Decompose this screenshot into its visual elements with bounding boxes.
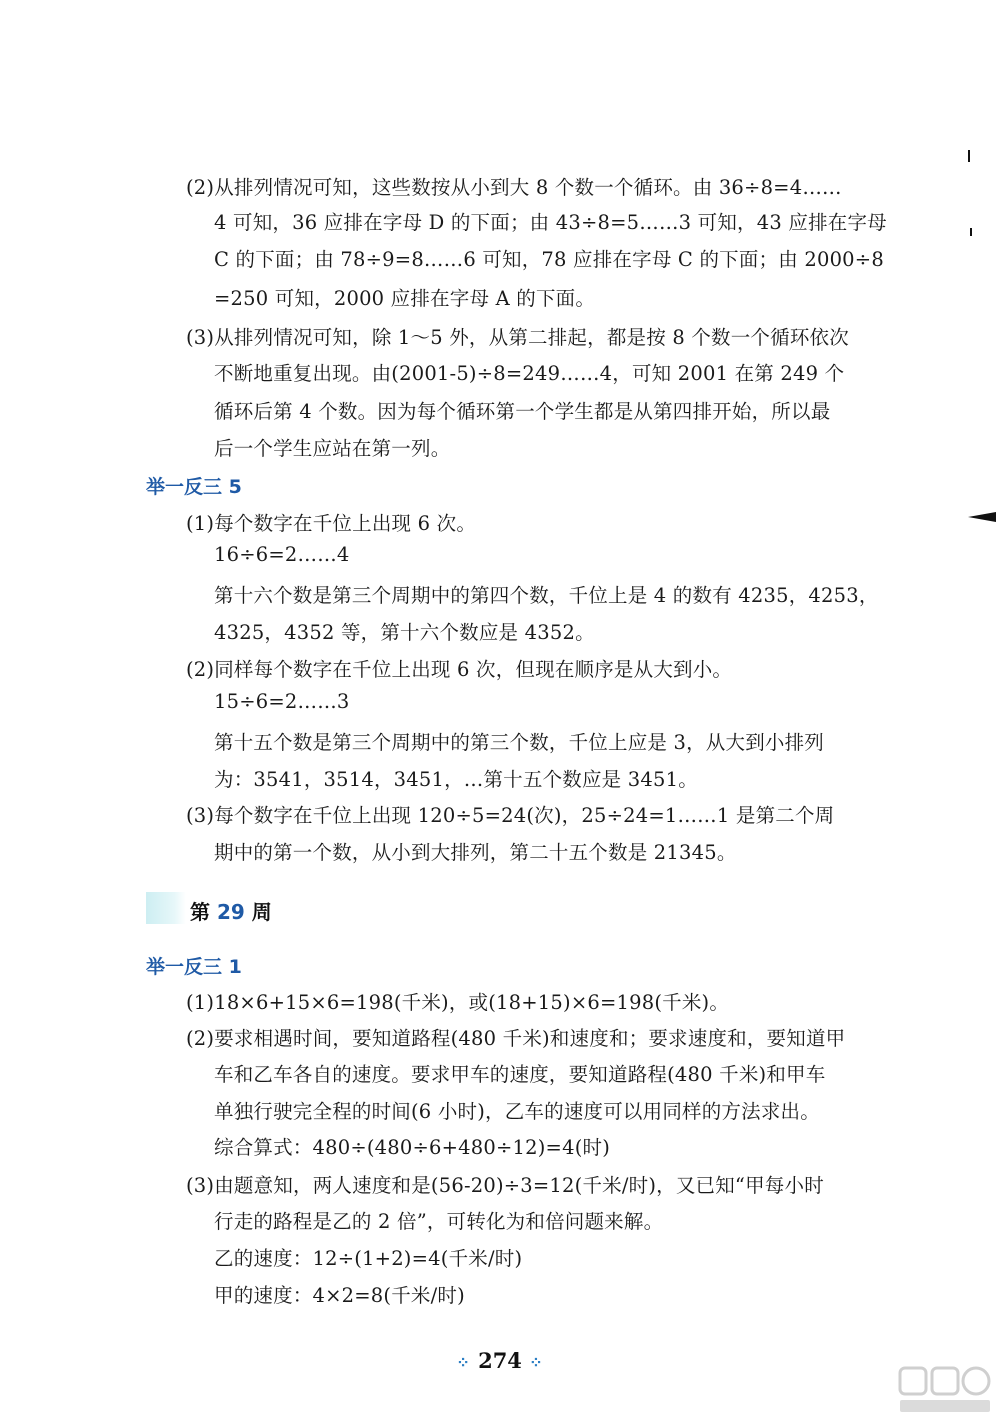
dots-left-icon: ⁘ xyxy=(456,1353,471,1372)
text-line: (1)18×6+15×6=198(千米)，或(18+15)×6=198(千米)。 xyxy=(186,991,730,1014)
week-prefix: 第 xyxy=(190,900,210,924)
text-line: 乙的速度：12÷(1+2)=4(千米/时) xyxy=(214,1247,523,1270)
text-line: (3)从排列情况可知，除 1～5 外，从第二排起，都是按 8 个数一个循环依次 xyxy=(186,326,849,349)
text-line: 16÷6=2……4 xyxy=(214,543,350,566)
watermark-logo xyxy=(898,1366,993,1416)
text-line: (2)同样每个数字在千位上出现 6 次，但现在顺序是从大到小。 xyxy=(186,658,733,681)
week-title xyxy=(190,896,272,925)
week-banner-band xyxy=(146,892,186,924)
text-line: =250 可知，2000 应排在字母 A 的下面。 xyxy=(214,287,596,310)
scan-mark xyxy=(968,150,970,162)
page-number xyxy=(0,1348,1000,1373)
week-number: 29 xyxy=(216,900,245,924)
text-line: 循环后第 4 个数。因为每个循环第一个学生都是从第四排开始，所以最 xyxy=(214,400,831,423)
text-line: 期中的第一个数，从小到大排列，第二十五个数是 21345。 xyxy=(214,841,737,864)
scan-mark xyxy=(970,228,972,236)
text-line: 不断地重复出现。由(2001-5)÷8=249……4，可知 2001 在第 249 个 xyxy=(214,362,845,385)
text-line: 行走的路程是乙的 2 倍”，可转化为和倍问题来解。 xyxy=(214,1210,664,1233)
page-number-value: 274 xyxy=(478,1348,522,1373)
text-line: 后一个学生应站在第一列。 xyxy=(214,437,451,460)
text-line: (2)要求相遇时间，要知道路程(480 千米)和速度和；要求速度和，要知道甲 xyxy=(186,1027,846,1050)
text-line: 综合算式：480÷(480÷6+480÷12)=4(时) xyxy=(214,1136,611,1159)
text-line: (1)每个数字在千位上出现 6 次。 xyxy=(186,512,477,535)
text-line: 第十五个数是第三个周期中的第三个数，千位上应是 3，从大到小排列 xyxy=(214,731,825,754)
section-heading: 举一反三 5 xyxy=(146,476,242,498)
arrow-mark-icon xyxy=(968,510,996,524)
section-heading: 举一反三 1 xyxy=(146,956,242,978)
text-line: 4325，4352 等，第十六个数应是 4352。 xyxy=(214,621,595,644)
text-line: 4 可知，36 应排在字母 D 的下面；由 43÷8=5……3 可知，43 应排在字母 xyxy=(214,211,887,234)
text-line: 甲的速度：4×2=8(千米/时) xyxy=(214,1284,465,1307)
week-suffix: 周 xyxy=(251,900,272,924)
text-line: (2)从排列情况可知，这些数按从小到大 8 个数一个循环。由 36÷8=4…… xyxy=(186,176,842,199)
text-line: 单独行驶完全程的时间(6 小时)，乙车的速度可以用同样的方法求出。 xyxy=(214,1100,820,1123)
watermark-logo-icon xyxy=(898,1366,993,1416)
text-line: 车和乙车各自的速度。要求甲车的速度，要知道路程(480 千米)和甲车 xyxy=(214,1063,826,1086)
text-line: (3)每个数字在千位上出现 120÷5=24(次)，25÷24=1……1 是第二个周 xyxy=(186,804,835,827)
text-line: 第十六个数是第三个周期中的第四个数，千位上是 4 的数有 4235，4253， xyxy=(214,584,879,607)
dots-right-icon: ⁘ xyxy=(529,1353,544,1372)
text-line: 为：3541，3514，3451，…第十五个数应是 3451。 xyxy=(214,768,698,791)
text-line: (3)由题意知，两人速度和是(56-20)÷3=12(千米/时)，又已知“甲每小时 xyxy=(186,1174,824,1197)
text-line: C 的下面；由 78÷9=8……6 可知，78 应排在字母 C 的下面；由 2000÷8 xyxy=(214,248,884,271)
text-line: 15÷6=2……3 xyxy=(214,690,350,713)
